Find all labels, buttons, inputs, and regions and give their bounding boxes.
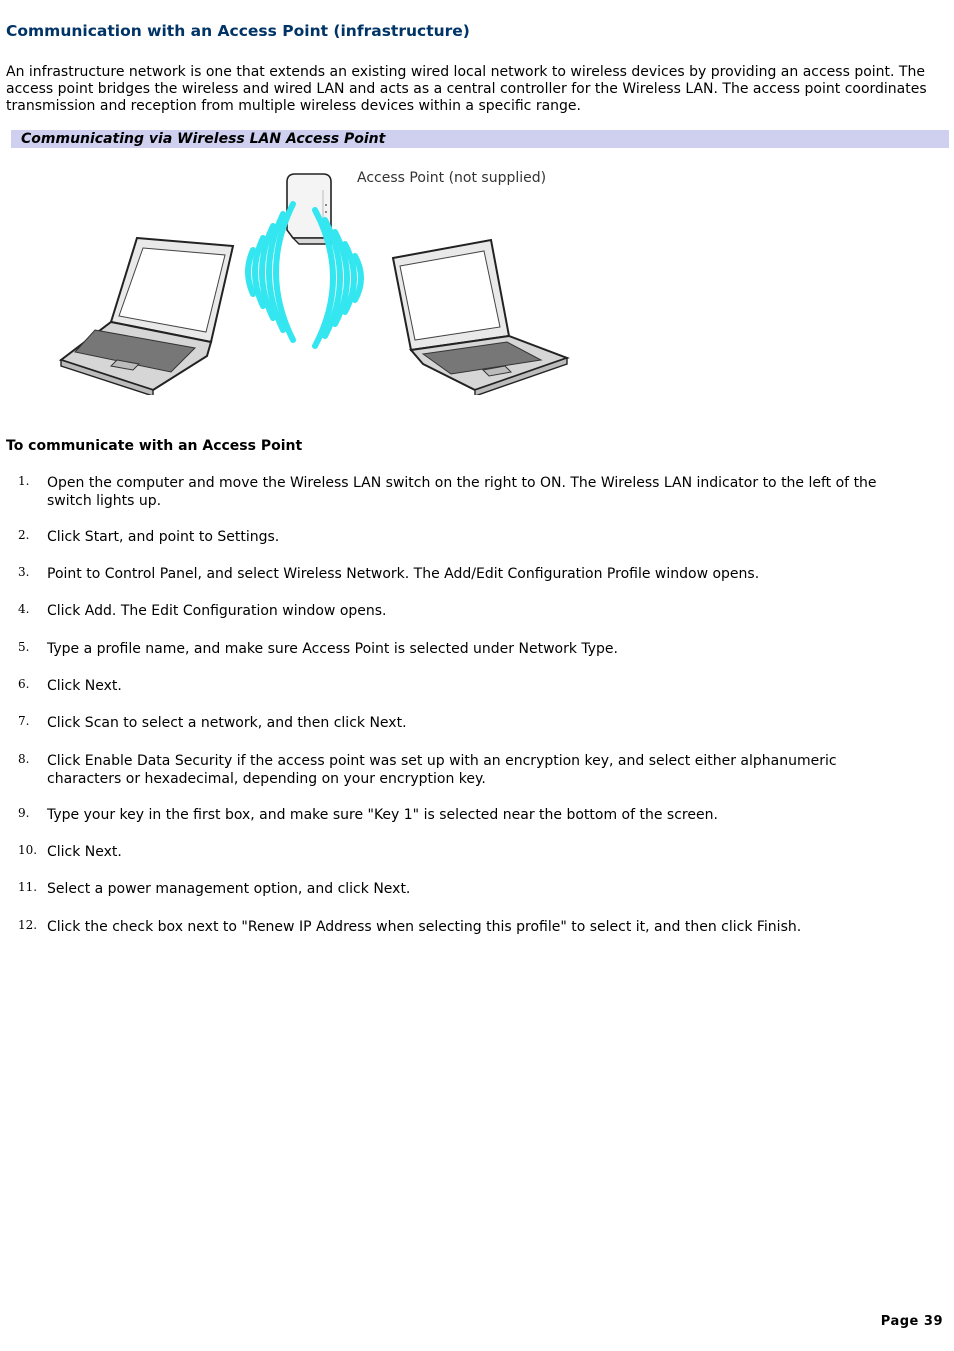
step-text: Point to Control Panel, and select Wireless Network. The Add/Edit Configuration Profile window opens. — [47, 566, 760, 582]
left-signal-waves-icon — [248, 204, 293, 340]
page-title: Communication with an Access Point (infrastructure) — [6, 22, 470, 40]
right-laptop-icon — [393, 240, 567, 395]
step-number: 5. — [18, 640, 30, 654]
step-number: 8. — [18, 752, 30, 766]
procedure-heading: To communicate with an Access Point — [6, 438, 303, 454]
step-number: 2. — [18, 528, 30, 542]
step-number: 7. — [18, 714, 30, 728]
step-text: Click the check box next to "Renew IP Address when selecting this profile" to select it, and then click Finish. — [47, 919, 802, 935]
figure-caption: Communicating via Wireless LAN Access Point — [21, 131, 386, 147]
step-text: Select a power management option, and click Next. — [47, 881, 411, 897]
step-number: 4. — [18, 602, 30, 616]
left-laptop-icon — [61, 238, 233, 395]
step-number: 12. — [18, 918, 38, 932]
step-number: 3. — [18, 565, 30, 579]
step-number: 10. — [18, 843, 38, 857]
step-text: Click Next. — [47, 678, 122, 694]
step-text: Click Scan to select a network, and then click Next. — [47, 715, 407, 731]
step-number: 11. — [18, 880, 38, 894]
step-number: 6. — [18, 677, 30, 691]
page-number: Page 39 — [880, 1314, 943, 1329]
step-text: Click Start, and point to Settings. — [47, 529, 280, 545]
step-number: 1. — [18, 474, 30, 488]
step-text: Click Enable Data Security if the access point was set up with an encryption key, and select either alphanumeric characters or hexadecimal, depending on your encryption key. — [47, 753, 837, 787]
step-text: Open the computer and move the Wireless LAN switch on the right to ON. The Wireless LAN indicator to the left of the switch lights up. — [47, 475, 877, 509]
figure-caption-bar — [11, 130, 949, 148]
step-text: Type a profile name, and make sure Access Point is selected under Network Type. — [47, 641, 618, 657]
step-text: Click Next. — [47, 844, 122, 860]
step-text: Type your key in the first box, and make sure "Key 1" is selected near the bottom of the screen. — [47, 807, 718, 823]
network-diagram — [55, 160, 575, 399]
intro-paragraph: An infrastructure network is one that extends an existing wired local network to wireless devices by providing an access point. The access point bridges the wireless and wired LAN and acts as a central controller for the Wireless LAN. The access point coordinates transmission and reception from multiple wireless devices within a specific range. — [6, 64, 927, 114]
step-number: 9. — [18, 806, 30, 820]
right-signal-waves-icon — [315, 210, 361, 346]
access-point-label: Access Point (not supplied) — [357, 170, 547, 186]
step-text: Click Add. The Edit Configuration window opens. — [47, 603, 387, 619]
network-diagram-illustration — [55, 160, 575, 395]
